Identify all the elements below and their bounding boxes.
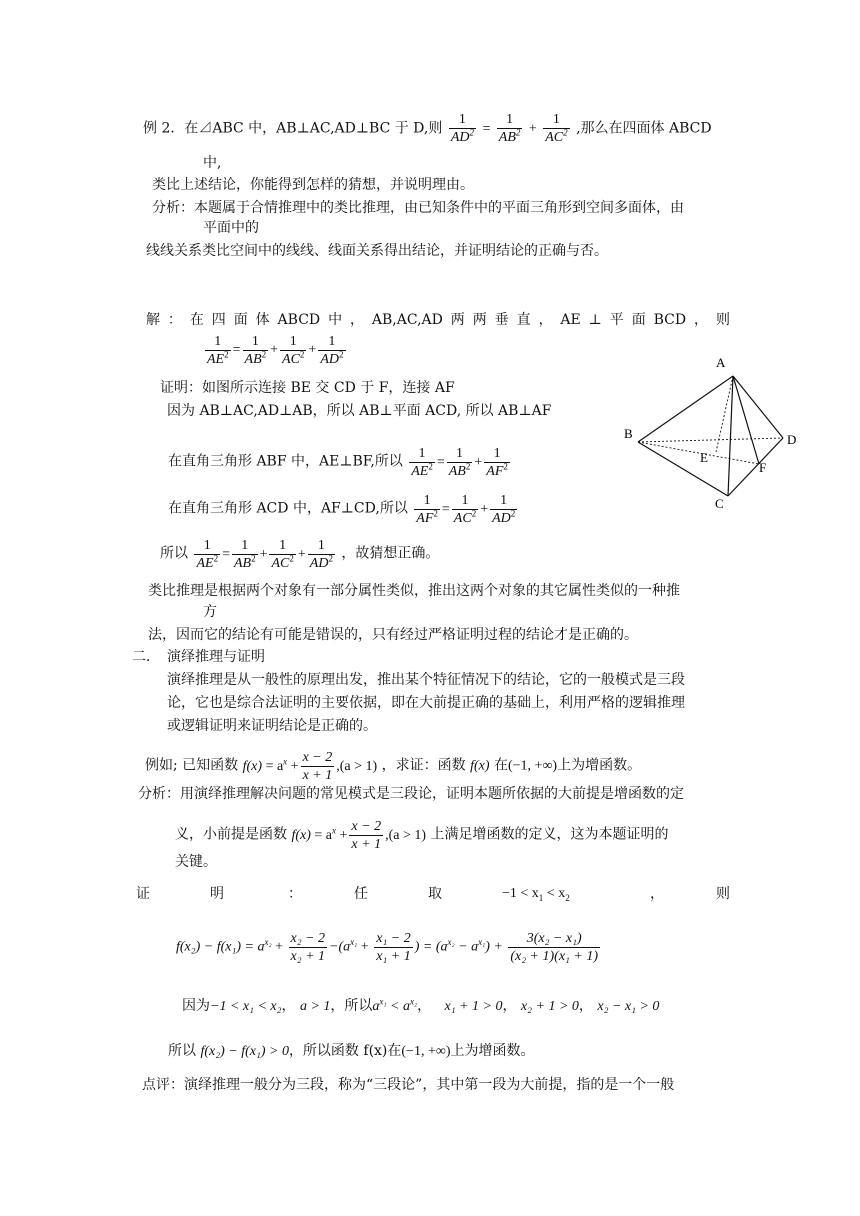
example-function-line: 例如; 已知函数 $f(x) = a^x$ + $\frac{x - 2}{x + 1}$ ,(a > 1) ，求证：函数 f(x) 在(−1, +∞)上为增函数。 [145, 750, 642, 783]
increasing-conclusion: 所以 f(x₂) − f(x₁) > 0，所以函数 f(x)在(−1, +∞)上为增函数。 [168, 1043, 535, 1059]
vertex-label-d: D [787, 432, 797, 447]
example2-text-tail: ,那么在四面体 ABCD [576, 120, 712, 137]
analysis2-line-2: 义，小前提是函数 $f(x) = a^x$ + $\frac{x - 2}{x + 1}$ ,(a > 1) 上满足增函数的定义，这为本题证明的 [175, 819, 669, 852]
triangle-abf-line: 在直角三角形 ABF 中，AE⊥BF,所以 $\frac{1}{AE^2}$ = $\frac{1}{AB^2}$ + $\frac{1}{AF^2}$ [168, 446, 508, 479]
analysis-line-1: 分析：本题属于合情推理中的类比推理，由已知条件中的平面三角形到空间多面体，由 [152, 200, 684, 216]
conclusion-line: 所以 $\frac{1}{AE^2}$ = $\frac{1}{AB^2}$ + $\frac{1}{AC^2}$ + $\frac{1}{AD^2}$ ，故猜想正确。 [160, 538, 440, 571]
conjecture-formula: $\frac{1}{AE^2}$ = $\frac{1}{AB^2}$ + $\frac{1}{AC^2}$ + $\frac{1}{AD^2}$ [207, 334, 344, 367]
solution-line: 解 ： 在 四 面 体 ABCD 中 ， AB,AC,AD 两 两 垂 直 ， AE ⊥ 平 面 BCD ， 则 [146, 312, 730, 328]
because-conditions: 因为−1 < x₁ < x₂， a > 1，所以$a^{x_1} < a^{x_2}$， x₁ + 1 > 0， x₂ + 1 > 0， x₂ − x₁ > 0 [182, 996, 660, 1014]
edge-ad [733, 376, 783, 438]
point-label-e: E [700, 450, 708, 465]
triangle-acd-line: 在直角三角形 ACD 中，AF⊥CD,所以 $\frac{1}{AF^2}$ = $\frac{1}{AC^2}$ + $\frac{1}{AD^2}$ [168, 493, 516, 526]
vertex-label-c: C [715, 496, 724, 511]
tetrahedron-figure [618, 348, 808, 518]
deduction-para-1: 演绎推理是从一般性的原理出发，推出某个特征情况下的结论，它的一般模式是三段 [167, 672, 685, 688]
deduction-para-2: 论，它也是综合法证明的主要依据，即在大前提正确的基础上，利用严格的逻辑推理 [167, 695, 685, 711]
analogy-line-2: 方 [203, 604, 217, 620]
proof-intro: 证明：如图所示连接 BE 交 CD 于 F，连接 AF [160, 380, 455, 396]
hidden-edge-bd [638, 438, 783, 442]
analysis-line-3: 线线关系类比空间中的线线、线面关系得出结论，并证明结论的正确与否。 [146, 243, 608, 259]
deduction-para-3: 或逻辑证明来证明结论是正确的。 [167, 718, 377, 734]
analysis2-line-3: 关键。 [175, 854, 217, 870]
analysis2-line-1: 分析：用演绎推理解决问题的常见模式是三段论，证明本题所依据的大前提是增函数的定 [138, 786, 684, 802]
point-label-f: F [759, 460, 767, 475]
vertex-label-b: B [624, 426, 633, 441]
analogy-line-1: 类比推理是根据两个对象有一部分属性类似，推出这两个对象的其它属性类似的一种推 [148, 583, 680, 599]
fraction-1-over-ab2: $\frac{1}{AB^2}$ [498, 112, 521, 145]
example2-statement: 例 2．在⊿ABC 中，AB⊥AC,AD⊥BC 于 D,则 $\frac{1}{AD^2}$ = $\frac{1}{AB^2}$ + $\frac{1}{AC^2}$ ,那么在四面体 ABCD [143, 112, 712, 145]
comment-line: 点评：演绎推理一般分为三段，称为“三段论”，其中第一段为大前提，指的是一个一般 [142, 1077, 675, 1093]
difference-formula: $f(x_2) - f(x_1) = a^{x_2}$ + $\frac{\text{x₂ − 2}}{\text{x₂ + 1}}$ $-(a^{x_1}$ + $\frac{\text{x₁ − 2}}{\text{x₁ + 1}}$ ) = $(a^{x_2} - a^{x_1})$ + $\frac{\text{3(x₂ − x₁)}}{\text{(x₂ + 1)(x₁ + 1)}}$ [176, 931, 599, 964]
fraction-1-over-ad2: $\frac{1}{AD^2}$ [450, 112, 474, 145]
section-heading: 二． 演绎推理与证明 [132, 649, 265, 665]
example2-question: 类比上述结论，你能得到怎样的猜想，并说明理由。 [152, 177, 474, 193]
fraction-1-over-ac2: $\frac{1}{AC^2}$ [545, 112, 568, 145]
segment-af [733, 376, 759, 464]
edge-ac [728, 376, 733, 496]
document-page: 例 2．在⊿ABC 中，AB⊥AC,AD⊥BC 于 D,则 $\frac{1}{AD^2}$ = $\frac{1}{AB^2}$ + $\frac{1}{AC^2}$ ,那么在四面体 ABCD 中, 类比上述结论，你能得到怎样的猜想，并说明理由。 分析：本题属于合情推理中的类比推理，由已知条件中的平面三角形到空间多面体，由 平面中的 线线关系类比空间中的线线、线面关系得出结论，并证明结论的正确与否。 解 ： 在 四 面 体 ABCD 中 ， AB,AC,AD 两 两 垂 直 ， AE ⊥ 平 面 BCD ， 则 $\frac{1}{AE^2}$ = $\frac{1}{AB^2}$ + $\frac{1}{AC^2}$ + $\frac{1}{AD^2}$ 证明：如图所示连接 BE 交 CD 于 F，连接 AF 因为 AB⊥AC,AD⊥AB，所以 AB⊥平面 ACD, 所以 AB⊥AF 在直角三角形 ABF 中，AE⊥BF,所以 $\frac{1}{AE^2}$ = $\frac{1}{AB^2}$ + $\frac{1}{AF^2}$ 在直角三角形 ACD 中，AF⊥CD,所以 $\frac{1}{AF^2}$ = $\frac{1}{AC^2}$ + $\frac{1}{AD^2}$ 所以 $\frac{1}{AE^2}$ = $\frac{1}{AB^2}$ + $\frac{1}{AC^2}$ + $\frac{1}{AD^2}$ ，故猜想正确。 A B C D E F 类比推理是根据两个对象有一部分属性类似，推出这两个对象的其它属性类似的一种推 方 法，因而它的结论有可能是错误的，只有经过严格证明过程的结论才是正确的。 二． 演绎推理与证明 演绎推理是从一般性的原理出发，推出某个特征情况下的结论，它的一般模式是三段 论，它也是综合法证明的主要依据，即在大前提正确的基础上，利用严格的逻辑推理 或逻辑证明来证明结论是正确的。 例如; 已知函数 $f(x) = a^x$ + $\frac{x - 2}{x + 1}$ ,(a > 1) ，求证：函数 f(x) 在(−1, +∞)上为增函数。 分析：用演绎推理解决问题的常见模式是三段论，证明本题所依据的大前提是增函数的定 义，小前提是函数 $f(x) = a^x$ + $\frac{x - 2}{x + 1}$ ,(a > 1) 上满足增函数的定义，这为本题证明的 关键。 证 明 ： 任 取 $-1 < x_1 < x_2$ ， 则 $f(x_2) - f(x_1) = a^{x_2}$ + $\frac{\text{x₂ − 2}}{\text{x₂ + 1}}$ $-(a^{x_1}$ + $\frac{\text{x₁ − 2}}{\text{x₁ + 1}}$ ) = $(a^{x_2} - a^{x_1})$ + $\frac{\text{3(x₂ − x₁)}}{\text{(x₂ + 1)(x₁ + 1)}}$ 因为−1 < x₁ < x₂， a > 1，所以$a^{x_1} < a^{x_2}$， x₁ + 1 > 0， x₂ + 1 > 0， x₂ − x₁ > 0 所以 f(x₂) − f(x₁) > 0，所以函数 f(x)在(−1, +∞)上为增函数。 点评：演绎推理一般分为三段，称为“三段论”，其中第一段为大前提，指的是一个一般 [0, 0, 860, 1216]
analogy-line-3: 法，因而它的结论有可能是错误的，只有经过严格证明过程的结论才是正确的。 [148, 627, 638, 643]
vertex-label-a: A [716, 355, 726, 370]
edge-cd [728, 438, 783, 496]
because-line: 因为 AB⊥AC,AD⊥AB，所以 AB⊥平面 ACD, 所以 AB⊥AF [167, 403, 552, 419]
example2-text-cont: 中, [203, 155, 222, 171]
example2-text: 例 2．在⊿ABC 中，AB⊥AC,AD⊥BC 于 D,则 [143, 120, 443, 137]
analysis-line-2: 平面中的 [203, 220, 259, 236]
edge-ab [638, 376, 733, 442]
